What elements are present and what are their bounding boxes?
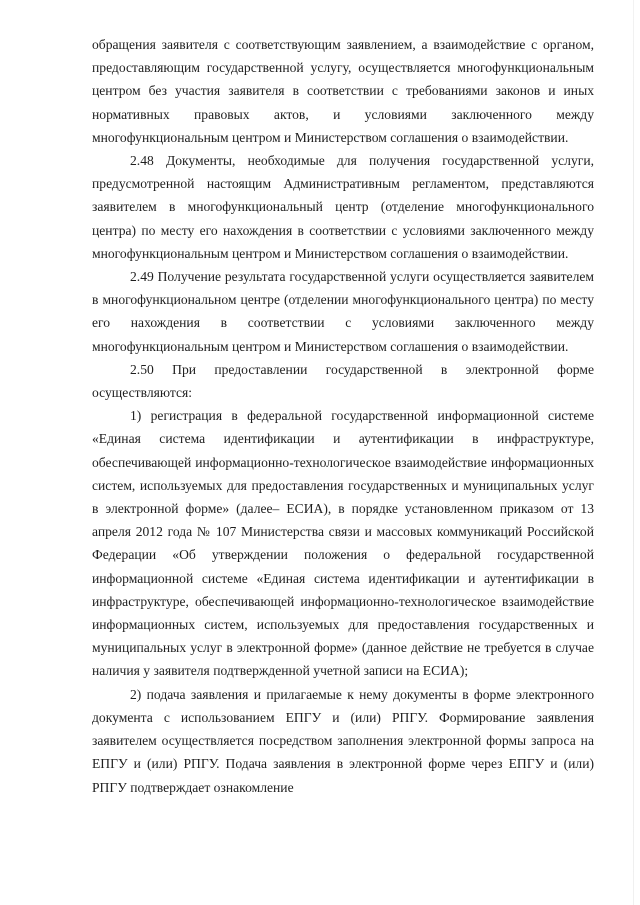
paragraph-2-49: 2.49 Получение результата государственной услуги осуществляется заявителем в многофункциональном центре (отделении многофункционального центра) по месту его нахождения в соответствии с условиями заключенного между многофункциональным центром и Министерством соглашения о взаимодействии.	[92, 269, 594, 354]
paragraph-2-50: 2.50 При предоставлении государственной в электронной форме осуществляются:	[92, 361, 594, 401]
document-page	[92, 33, 594, 799]
paragraph-continuation: обращения заявителя с соответствующим заявлением, а взаимодействие с органом, предоставляющим государственной услугу, осуществляется многофункциональным центром без участия заявителя в соответствии с требованиями законов и иных нормативных правовых актов, и условиями заключенного между многофункциональным центром и Министерством соглашения о взаимодействии.	[92, 37, 594, 145]
list-item-2: 2) подача заявления и прилагаемые к нему документы в форме электронного документа с использованием ЕПГУ и (или) РПГУ. Формирование заявления заявителем осуществляется посредством заполнения электронной формы запроса на ЕПГУ и (или) РПГУ. Подача заявления в электронной форме через ЕПГУ и (или) РПГУ подтверждает ознакомление	[92, 686, 594, 795]
list-item-1: 1) регистрация в федеральной государственной информационной системе «Единая система идентификации и аутентификации в инфраструктуре, обеспечивающей информационно-технологическое взаимодействие информационных систем, используемых для предоставления государственных и муниципальных услуг в электронной форме» (далее– ЕСИА), в порядке установленном приказом от 13 апреля 2012 года № 107 Министерства связи и массовых коммуникаций Российской Федерации «Об утверждении положения о федеральной государственной информационной системе «Единая система идентификации и аутентификации в инфраструктуре, обеспечивающей информационно-технологическое взаимодействие информационных систем, используемых для предоставления государственных и муниципальных услуг в электронной форме» (данное действие не требуется в случае наличия у заявителя подтвержденной учетной записи на ЕСИА);	[92, 408, 594, 679]
scan-edge-line	[633, 0, 634, 905]
paragraph-2-48: 2.48 Документы, необходимые для получения государственной услуги, предусмотренной настоящим Административным регламентом, представляются заявителем в многофункциональный центр (отделение многофункционального центра) по месту его нахождения в соответствии с условиями заключенного между многофункциональным центром и Министерством соглашения о взаимодействии.	[92, 153, 594, 261]
